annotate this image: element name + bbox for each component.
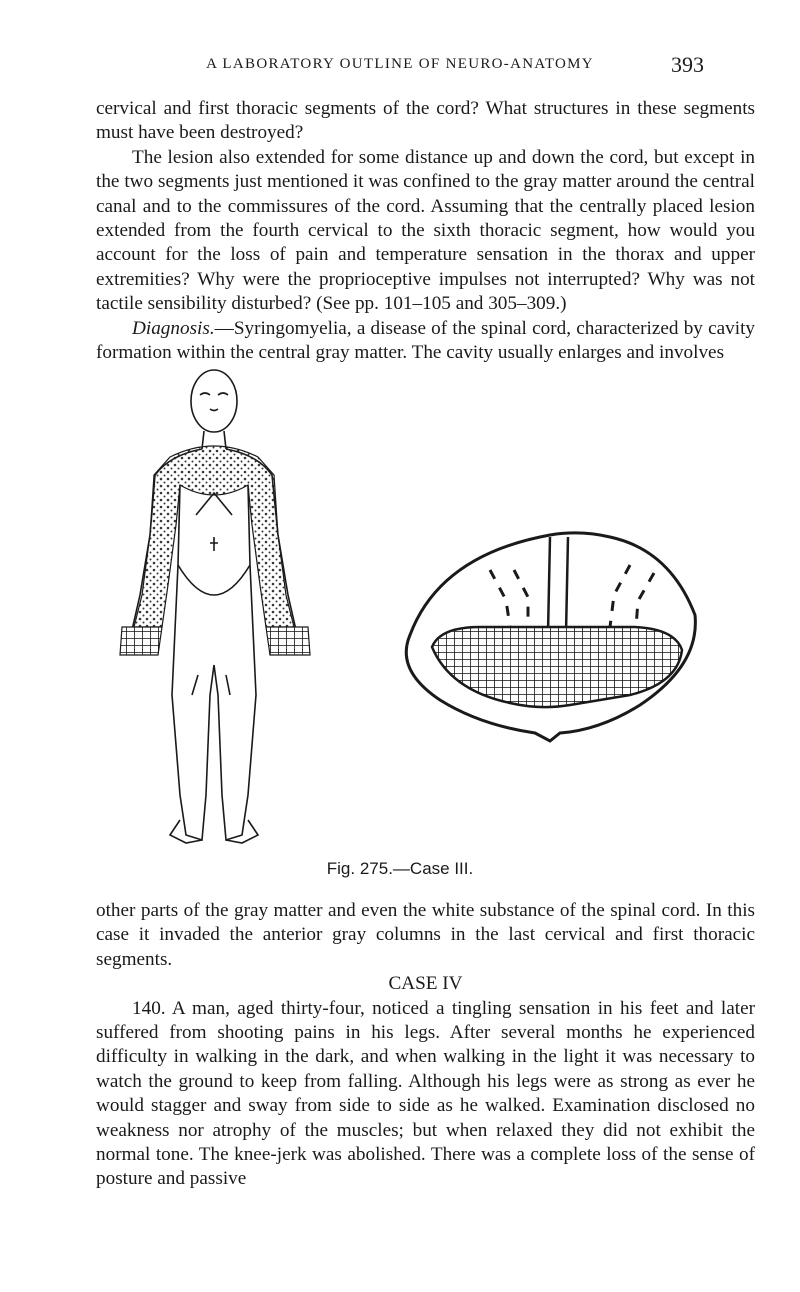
top-text-block [96, 97, 755, 365]
paragraph-4: other parts of the gray matter and even the white substance of the spinal cord. In this case it invaded the anterior gray columns in the last cervical and first thoracic segments. [96, 900, 755, 970]
paragraph-1: cervical and first thoracic segments of the cord? What structures in these segments must have been destroyed? [96, 98, 755, 144]
head [191, 370, 237, 432]
face-features [200, 393, 228, 411]
page-number: 393 [671, 52, 704, 77]
affected-region-stippling [120, 446, 310, 655]
feet [170, 820, 258, 843]
diagnosis-label: Diagnosis. [132, 317, 215, 339]
running-title: A LABORATORY OUTLINE OF NEURO-ANATOMY [206, 56, 594, 72]
figure-illustration [110, 365, 710, 865]
chest-lines [196, 493, 232, 515]
diagnosis-text: —Syringomyelia, a disease of the spinal cord, characterized by cavity formation within the central gray matter. The cavity usually enlarges and involves [96, 317, 755, 364]
paragraph-diagnosis [96, 317, 755, 366]
case-heading: CASE IV [388, 973, 463, 995]
bottom-text-block [96, 899, 755, 1192]
navel-mark [210, 537, 218, 551]
knee-marks [192, 665, 230, 695]
figure-caption: Fig. 275.—Case III. [326, 859, 474, 878]
figure-275 [110, 365, 710, 865]
groin-curve [178, 565, 250, 595]
paragraph-5: 140. A man, aged thirty-four, noticed a tingling sensation in his feet and later suffered from shooting pains in his legs. After several months he experienced difficulty in walking in the dark, and when walking in the light it was necessary to watch the ground to keep from falling. Although his legs were as strong as ever he would stagger and sway from side to side as he walked. Examination disclosed no weakness nor atrophy of the muscles; but when relaxed they did not exhibit the normal tone. The knee-jerk was abolished. There was a complete loss of the sense of posture and passive [96, 997, 755, 1190]
paragraph-2: The lesion also extended for some distance up and down the cord, but except in the two segments just mentioned it was confined to the gray matter around the central canal and to the commissures of the cord. Assuming that the centrally placed lesion extended from the fourth cervical to the sixth thoracic segment, how would you account for the loss of pain and temperature sensation in the thorax and upper extremities? Why were the proprioceptive impulses not interrupted? Why was not tactile sensibility disturbed? (See pp. 101–105 and 305–309.) [96, 146, 755, 315]
spinal-cord-cross-section [406, 533, 695, 741]
